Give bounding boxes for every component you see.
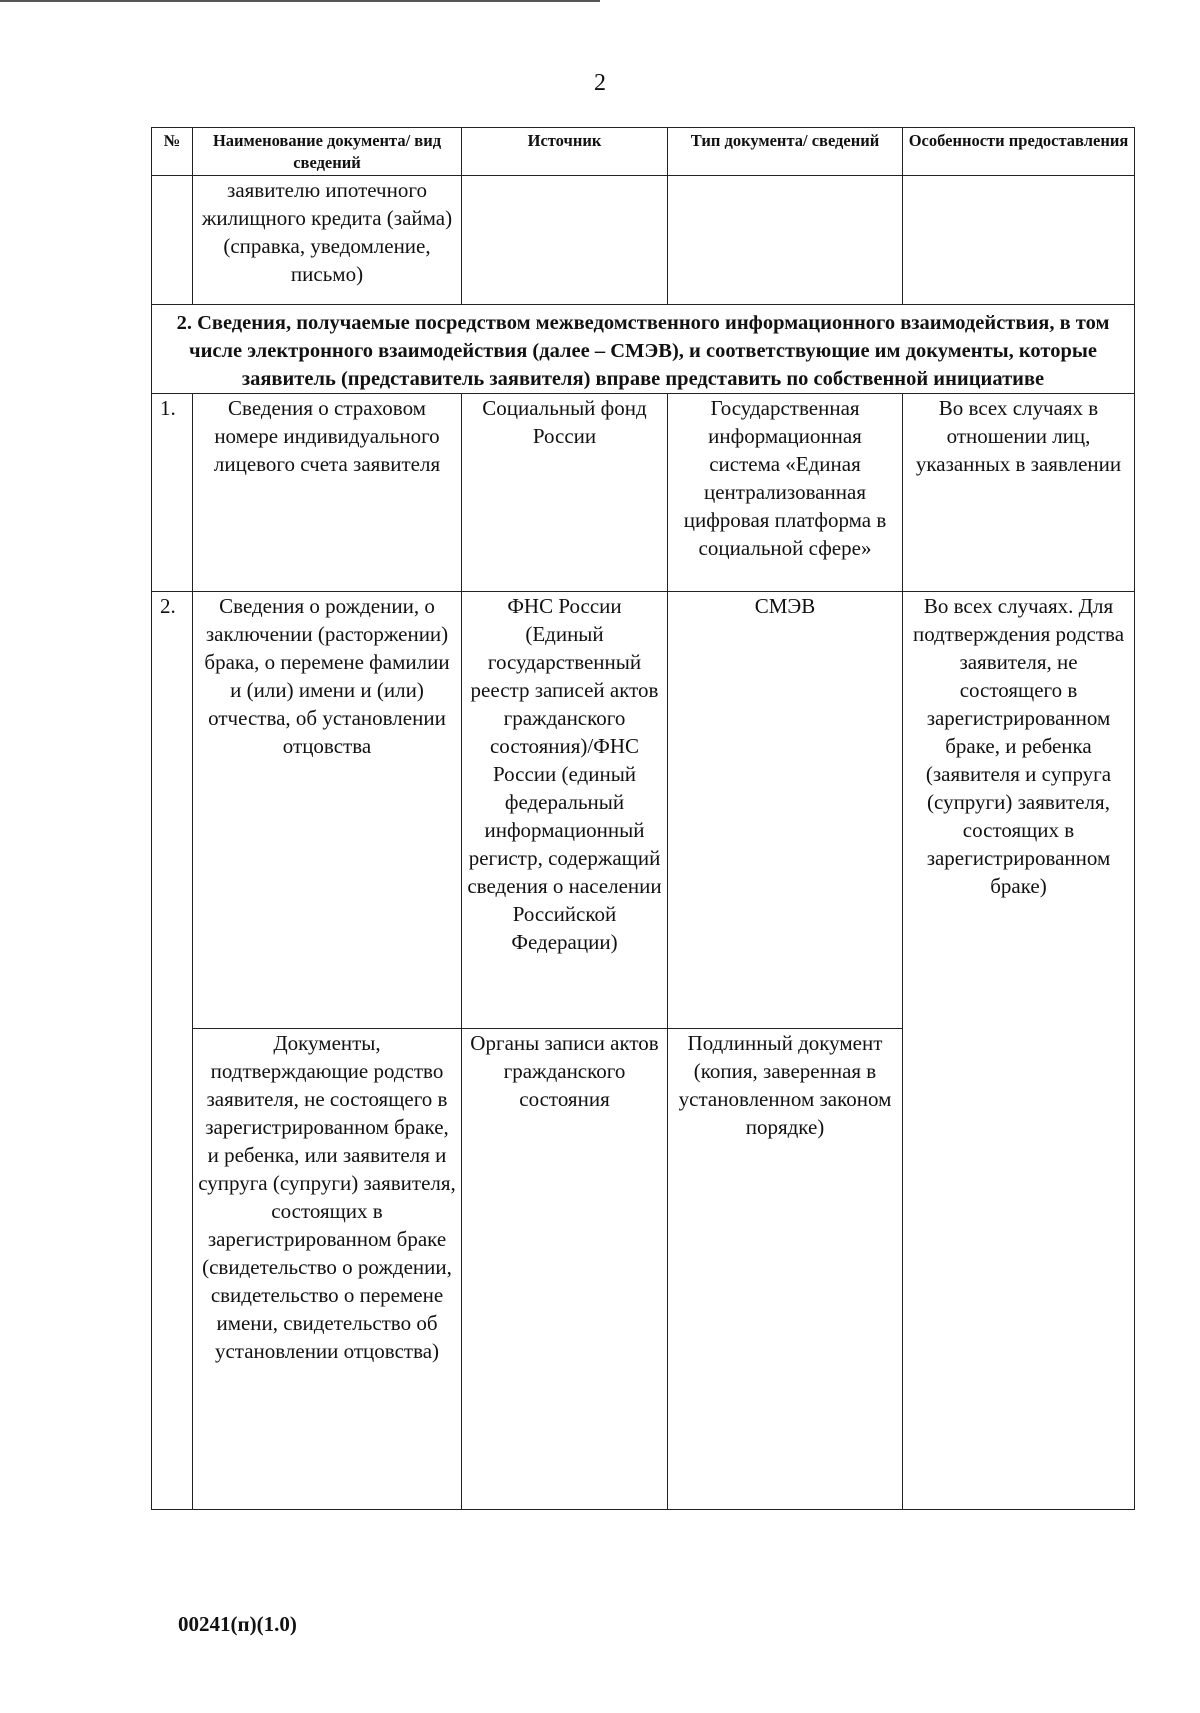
cell-source	[462, 176, 668, 305]
cell-type: СМЭВ	[668, 592, 903, 1029]
cell-num	[152, 176, 193, 305]
cell-type	[668, 176, 903, 305]
cell-type: Государственная информационная система «Единая централизованная цифровая платформа в социальной сфере»	[668, 394, 903, 592]
cell-name: Сведения о рождении, о заключении (расторжении) брака, о перемене фамилии и (или) имени и (или) отчества, об установлении отцовства	[193, 592, 462, 1029]
cell-num: 2.	[152, 592, 193, 1510]
table-row	[152, 592, 1135, 1029]
cell-features: Во всех случаях в отношении лиц, указанных в заявлении	[903, 394, 1135, 592]
header-type: Тип документа/ сведений	[668, 128, 903, 176]
table-row-continuation	[152, 176, 1135, 305]
section-row	[152, 305, 1135, 394]
header-name: Наименование документа/ вид сведений	[193, 128, 462, 176]
cell-features: Во всех случаях. Для подтверждения родства заявителя, не состоящего в зарегистрированном браке, и ребенка (заявителя и супруга (супруги) заявителя, состоящих в зарегистрированном браке)	[903, 592, 1135, 1510]
documents-table	[151, 127, 1135, 1510]
document-code: 00241(п)(1.0)	[178, 1612, 297, 1636]
page-number: 2	[594, 70, 606, 96]
header-num: №	[152, 128, 193, 176]
header-source: Источник	[462, 128, 668, 176]
cell-source: Социальный фонд России	[462, 394, 668, 592]
cell-source: Органы записи актов гражданского состояния	[462, 1029, 668, 1510]
section-title: 2. Сведения, получаемые посредством межведомственного информационного взаимодействия, в том числе электронного взаимодействия (далее – СМЭВ), и соответствующие им документы, которые заявитель (представитель заявителя) вправе представить по собственной инициативе	[152, 305, 1135, 394]
cell-name: заявителю ипотечного жилищного кредита (займа) (справка, уведомление, письмо)	[193, 176, 462, 305]
cell-type: Подлинный документ (копия, заверенная в установленном законом порядке)	[668, 1029, 903, 1510]
table-header-row	[152, 128, 1135, 176]
cell-source: ФНС России (Единый государственный реестр записей актов гражданского состояния)/ФНС России (единый федеральный информационный регистр, содержащий сведения о населении Российской Федерации)	[462, 592, 668, 1029]
scan-edge-line	[0, 0, 600, 2]
cell-features	[903, 176, 1135, 305]
cell-name: Сведения о страховом номере индивидуального лицевого счета заявителя	[193, 394, 462, 592]
cell-name: Документы, подтверждающие родство заявителя, не состоящего в зарегистрированном браке, и ребенка, или заявителя и супруга (супруги) заявителя, состоящих в зарегистрированном браке (свидетельство о рождении, свидетельство о перемене имени, свидетельство об установлении отцовства)	[193, 1029, 462, 1510]
cell-num: 1.	[152, 394, 193, 592]
table-row	[152, 394, 1135, 592]
header-features: Особенности предоставления	[903, 128, 1135, 176]
